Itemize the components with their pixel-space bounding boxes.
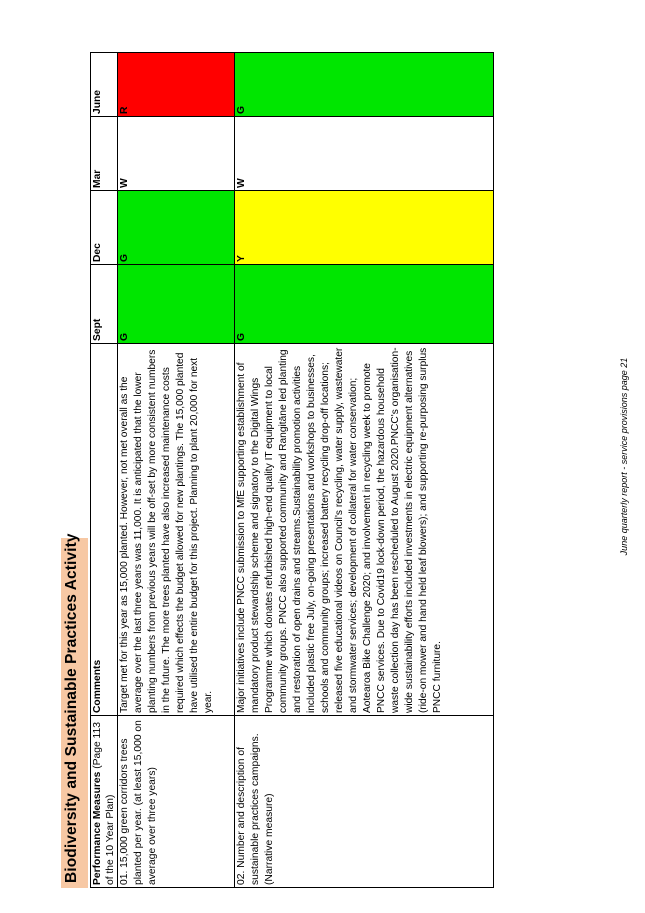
status-sept: G (235, 265, 494, 344)
table-header-row (91, 53, 118, 888)
table-row (118, 53, 235, 888)
header-dec: Dec (91, 191, 118, 265)
status-mar: W (235, 117, 494, 191)
page-footer: June quarterly report - service provisions page 21 (619, 357, 629, 556)
status-sept: G (118, 265, 235, 344)
status-mar: W (118, 117, 235, 191)
performance-table (90, 52, 494, 888)
measure-cell: 02. Number and description of sustainable practices campaigns. (Narrative measure) (235, 716, 494, 888)
status-june: R (118, 53, 235, 117)
header-measure-ref: (Page 113 of the 10 Year Plan) (92, 722, 116, 885)
header-sept: Sept (91, 265, 118, 344)
measure-cell: 01. 15,000 green corridors trees planted per year. (at least 15,000 on average over three years) (118, 716, 235, 888)
header-comments: Comments (91, 344, 118, 716)
status-june: G (235, 53, 494, 117)
header-performance-measures (91, 716, 118, 888)
status-dec: G (118, 191, 235, 265)
section-title-box (61, 533, 88, 888)
section-title: Biodiversity and Sustainable Practices Activity (63, 533, 80, 883)
status-dec: Y (235, 191, 494, 265)
header-mar: Mar (91, 117, 118, 191)
table-row (235, 53, 494, 888)
header-june: June (91, 53, 118, 117)
comment-cell: Major initiatives include PNCC submission to MfE supporting establishment of mandatory product stewardship scheme and signatory to the Digital Wings Programme which donates refurbished high-end quality IT equipment to local community groups. PNCC also supported community and Rangitāne led planting and restoration of open drains and streams.Sustainability promotion activities included plastic free July, on-going presentations and workshops to businesses, schools and community groups; increased battery recycling drop-off locations; released five educational videos on Council's recycling, water supply, wastewater and stormwater services; development of collateral for water conservation; Aotearoa Bike Challenge 2020; and involvement in recycling week to promote PNCC services. Due to Covid19 lock-down period, the hazardous household waste collection day has been rescheduled to August 2020.PNCC's organisation-wide sustainability efforts included investments in electric equipment alternatives (ride-on mower and hand held leaf blowers); and supporting re-purposing surplus PNCC furniture. (235, 344, 494, 716)
header-measure-label: Performance Measures (92, 771, 103, 885)
comment-cell: Target met for this year as 15,000 planted. However, not met overall as the average over the last three years was 11,000. It is anticipated that the lower planting numbers from previous years will be off-set by more consistent numbers in the future. The more trees planted have also increased maintenance costs required which effects the budget allowed for new plantings. The 15,000 planted have utilised the entire budget for this project. Planning to plant 20,000 for next year. (118, 344, 235, 716)
